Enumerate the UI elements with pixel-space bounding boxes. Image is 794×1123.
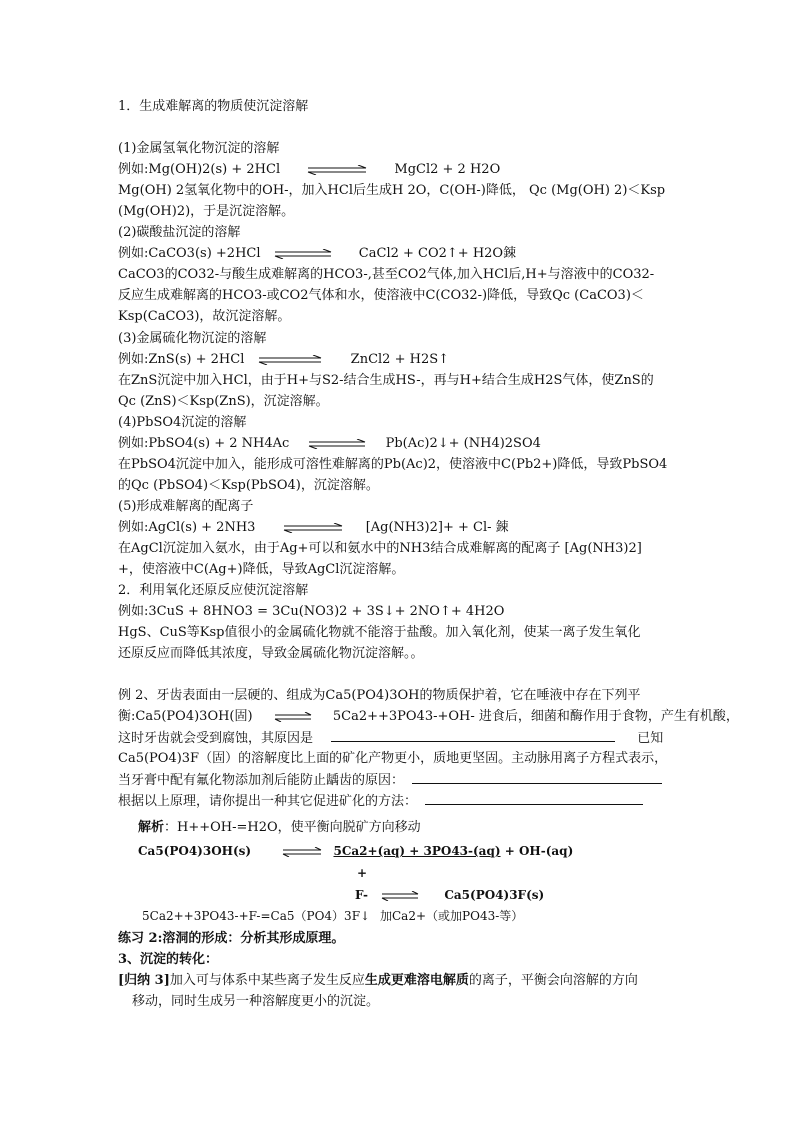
sub2-title: (2)碳酸盐沉淀的溶解 — [118, 225, 241, 240]
rule-text-a: 加入可与体系中某些离子发生反应 — [169, 973, 365, 988]
sub4-expl-1: 在PbSO4沉淀中加入，能形成可溶性难解离的Pb(Ac)2，使溶液中C(Pb2+)降低，导致PbSO4 — [118, 457, 668, 472]
example2-line5 — [118, 770, 662, 791]
example2-line2-b: 5Ca2++3PO43-+OH- 进食后，细菌和酶作用于食物，产生有机酸， — [332, 709, 739, 724]
sub2-equation — [118, 244, 516, 264]
sub1-title: (1)金属氢氧化物沉淀的溶解 — [118, 141, 280, 156]
example2-line1: 例 2、牙齿表面由一层硬的、组成为Ca5(PO4)3OH的物质保护着，它在唾液中存在下列平 — [118, 688, 641, 703]
plus-sign: + — [357, 866, 368, 880]
eq1-left: Ca5(PO4)3OH(s) — [138, 844, 252, 858]
equilibrium-arrow-icon — [380, 891, 420, 901]
sub5-equation — [118, 518, 509, 538]
rule-text-b: 的离子，平衡会向溶解的方向 — [468, 973, 638, 988]
sub4-expl-2: 的Qc (PbSO4)＜Ksp(PbSO4)，沉淀溶解。 — [118, 478, 379, 493]
section2-expl-1: HgS、CuS等Ksp值很小的金属硫化物就不能溶于盐酸。加入氧化剂，使某一离子发生氧化 — [118, 625, 641, 640]
equilibrium-arrow-icon — [273, 712, 313, 722]
net-equation: 5Ca2++3PO43-+F-=Ca5（PO4）3F↓ — [142, 909, 371, 923]
rule-label: [归纳 3] — [118, 973, 170, 988]
sub2-expl-2: 反应生成难解离的HCO3-或CO2气体和水，使溶液中C(CO32-)降低，导致Qc (CaCO3)＜ — [118, 288, 644, 303]
sub4-equation — [118, 434, 541, 454]
sub3-title: (3)金属硫化物沉淀的溶解 — [118, 331, 267, 346]
eq2-right: Ca5(PO4)3F(s) — [444, 888, 545, 902]
example2-line3-b: 已知 — [637, 731, 664, 746]
sub5-expl-1: 在AgCl沉淀加入氨水，由于Ag+可以和氨水中的NH3结合成难解离的配离子 [Ag(NH3)2] — [118, 541, 642, 556]
sub2-expl-3: Ksp(CaCO3)，故沉淀溶解。 — [118, 309, 291, 324]
sub5-eq-right: [Ag(NH3)2]+ + Cl- 鋉 — [365, 520, 509, 535]
answer-blank-3[interactable] — [425, 791, 643, 805]
section2-expl-2: 还原反应而降低其浓度，导致金属硫化物沉淀溶解。。 — [118, 646, 424, 661]
sub1-equation — [118, 160, 500, 180]
sub5-eq-left: 例如:AgCl(s) + 2NH3 — [118, 520, 256, 535]
section2-equation: 例如:3CuS + 8HNO3 = 3Cu(NO3)2 + 3S↓+ 2NO↑+ 4H2O — [118, 604, 505, 619]
equilibrium-arrow-icon — [307, 439, 367, 449]
eq1-tail: + OH-(aq) — [504, 844, 574, 858]
rule-text-bold: 生成更难溶电解质 — [364, 973, 469, 988]
example2-line2-a: 衡:Ca5(PO4)3OH(固) — [118, 709, 253, 724]
sub4-eq-left: 例如:PbSO4(s) + 2 NH4Ac — [118, 436, 290, 451]
eq2-left: F- — [355, 888, 368, 902]
practice2: 练习 2:溶洞的形成：分析其形成原理。 — [118, 931, 345, 946]
equilibrium-arrow-icon — [281, 847, 323, 857]
analysis-line — [138, 818, 421, 838]
analysis-equation-1 — [138, 842, 573, 860]
sub2-expl-1: CaCO3的CO32-与酸生成难解离的HCO3-,甚至CO2气体,加入HCl后,H+与溶液中的CO32- — [118, 267, 655, 282]
sub5-expl-2: +，使溶液中C(Ag+)降低，导致AgCl沉淀溶解。 — [118, 562, 405, 577]
answer-blank-1[interactable] — [331, 728, 615, 742]
section3-title: 3、沉淀的转化： — [118, 952, 219, 967]
sub3-eq-right: ZnCl2 + H2S↑ — [350, 352, 450, 367]
sub1-expl-2: (Mg(OH)2)，于是沉淀溶解。 — [118, 204, 295, 219]
equilibrium-arrow-icon — [306, 165, 368, 175]
eq1-right: 5Ca2+(aq) + 3PO43-(aq) — [333, 844, 501, 858]
sub3-expl-1: 在ZnS沉淀中加入HCl，由于H+与S2-结合生成HS-，再与H+结合生成H2S气体，使ZnS的 — [118, 373, 654, 388]
section2-title: 2．利用氧化还原反应使沉淀溶解 — [118, 583, 309, 598]
sub5-title: (5)形成难解离的配离子 — [118, 499, 254, 514]
sub4-title: (4)PbSO4沉淀的溶解 — [118, 415, 247, 430]
example2-line4: Ca5(PO4)3F（固）的溶解度比上面的矿化产物更小，质地更坚固。主动脉用离子方程式表示， — [118, 751, 668, 766]
sub3-eq-left: 例如:ZnS(s) + 2HCl — [118, 352, 245, 367]
analysis-label: 解析 — [138, 820, 165, 835]
sub3-equation — [118, 350, 449, 370]
equilibrium-arrow-icon — [257, 355, 323, 365]
sub2-eq-right: CaCl2 + CO2↑+ H2O鋉 — [358, 246, 517, 261]
equilibrium-arrow-icon — [273, 249, 333, 259]
example2-line5-text: 当牙膏中配有氟化物添加剂后能防止龋齿的原因： — [118, 773, 405, 788]
answer-blank-2[interactable] — [412, 770, 662, 784]
sub1-expl-1: Mg(OH) 2氢氧化物中的OH-，加入HCl后生成H 2O，C(OH-)降低， Qc (Mg(OH) 2)＜Ksp — [118, 183, 666, 198]
example2-line3-a: 这时牙齿就会受到腐蚀，其原因是 — [118, 731, 314, 746]
section3-rule-line2: 移动，同时生成另一种溶解度更小的沉淀。 — [132, 994, 380, 1009]
analysis-text: ：H++OH-=H2O，使平衡向脱矿方向移动 — [164, 820, 421, 835]
example2-line6 — [118, 791, 643, 812]
example2-line2 — [118, 707, 739, 727]
sub1-eq-left: 例如:Mg(OH)2(s) + 2HCl — [118, 162, 281, 177]
equilibrium-arrow-icon — [282, 523, 344, 533]
example2-line3 — [118, 728, 663, 749]
section3-rule-line1 — [118, 971, 638, 991]
add-note: 加Ca2+（或加PO43-等） — [380, 909, 524, 923]
sub3-expl-2: Qc (ZnS)＜Ksp(ZnS)，沉淀溶解。 — [118, 394, 329, 409]
sub1-eq-right: MgCl2 + 2 H2O — [394, 162, 501, 177]
section1-title: 1．生成难解离的物质使沉淀溶解 — [118, 99, 309, 114]
analysis-equation-2 — [355, 886, 544, 904]
sub2-eq-left: 例如:CaCO3(s) +2HCl — [118, 246, 261, 261]
example2-line6-text: 根据以上原理，请你提出一种其它促进矿化的方法： — [118, 794, 418, 809]
sub4-eq-right: Pb(Ac)2↓+ (NH4)2SO4 — [385, 436, 541, 451]
